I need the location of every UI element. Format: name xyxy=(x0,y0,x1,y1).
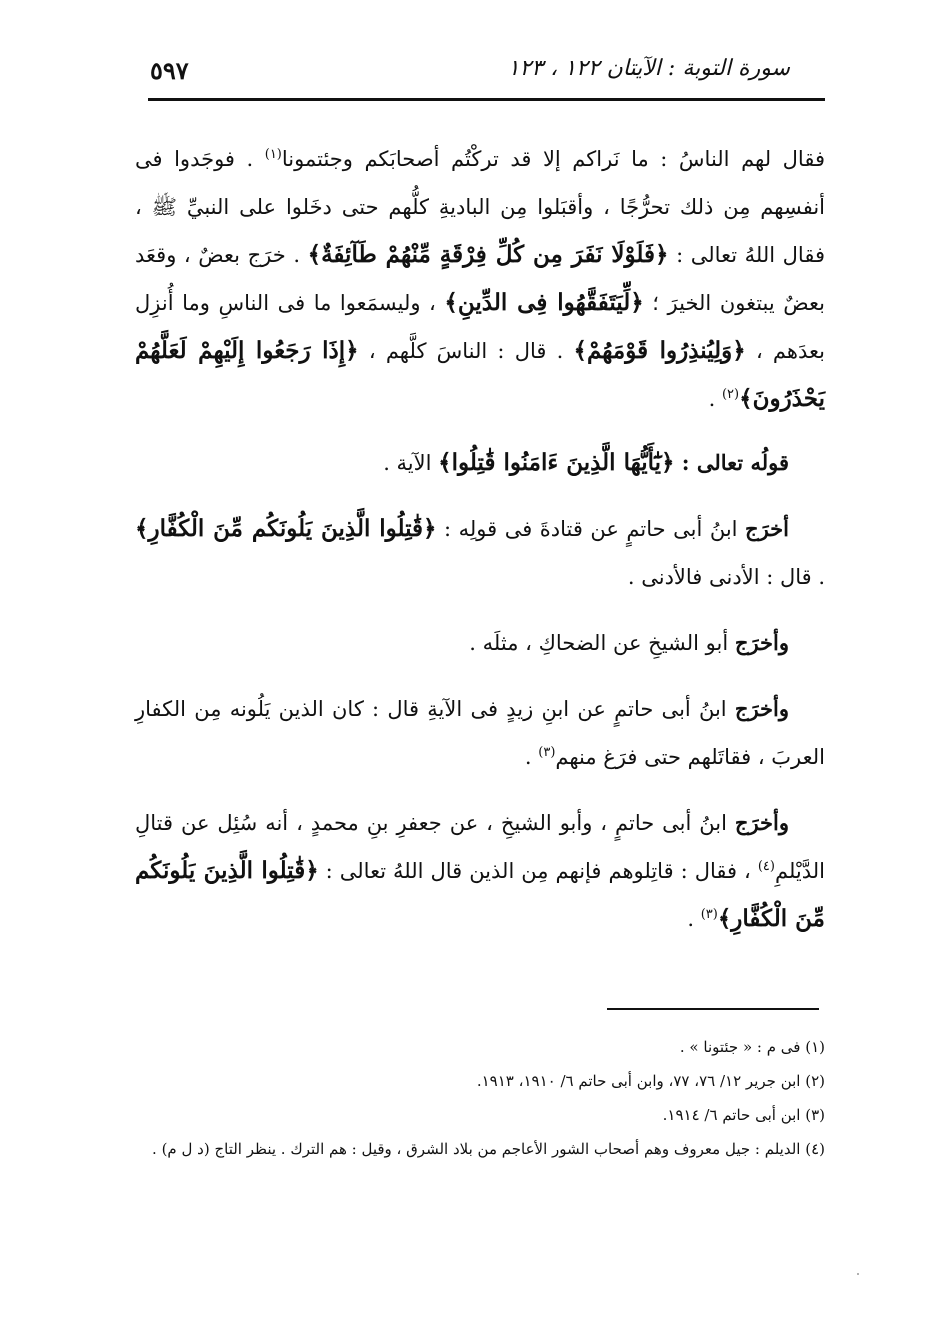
quran-verse: ﴿قَٰتِلُوا الَّذِينَ يَلُونَكُم مِّنَ الْكُفَّارِ﴾ xyxy=(135,857,825,932)
footnote-4: (٤) الديلم : جيل معروف وهم أصحاب الشور الأعاجم من بلاد الشرق ، وقيل : هم الترك . ينظر التاج (د ل م) . xyxy=(152,1140,825,1158)
paragraph-lead: وأخرَج xyxy=(734,810,789,835)
text: ابنُ أبى حاتمٍ عن ابنِ زيدٍ فى الآيةِ قال : كان الذين يَلُونه مِن الكفارِ العربَ ، فقاتَلهم حتى فرَغ منهم xyxy=(135,697,825,769)
quran-verse: ﴿وَلِيُنذِرُوا قَوْمَهُمْ﴾ xyxy=(573,337,746,364)
quran-verse: ﴿فَلَوْلَا نَفَرَ مِن كُلِّ فِرْقَةٍ مِّنْهُمْ طَآئِفَةٌ﴾ xyxy=(307,241,669,268)
scan-speck xyxy=(857,1273,859,1275)
footnote-2: (٢) ابن جرير ١٢/ ٧٦، ٧٧، وابن أبى حاتم ٦/ ١٩١٠، ١٩١٣. xyxy=(476,1072,825,1090)
paragraph-lead: أخرَج xyxy=(745,516,789,541)
text: ، فقال : قاتِلوهم فإنهم مِن الذين قال اللهُ تعالى : xyxy=(318,859,758,883)
running-title: سورة التوبة : الآيتان ١٢٢ ، ١٢٣ xyxy=(507,56,790,81)
text: فقال لهم الناسُ : ما نَراكم إلا قد تركْتُم أصحابَكم وجئتمونا xyxy=(281,147,825,171)
footnotes xyxy=(135,1030,825,1166)
text: . فوجَدوا فى أنفسِهم مِن ذلك تحرُّجًا ، وأقبَلوا مِن الباديةِ كلُّهم حتى دخَلوا على النبيِّ ﷺ ، فقال اللهُ تعالى : xyxy=(135,147,825,267)
footnote-1: (١) فى م : « جئتونا » . xyxy=(679,1038,825,1056)
paragraph-3 xyxy=(135,505,825,601)
paragraph-2 xyxy=(135,439,825,487)
paragraph-1 xyxy=(135,135,825,423)
quran-verse: ﴿يَٰٓأَيُّهَا الَّذِينَ ءَامَنُوا قَٰتِلُوا﴾ xyxy=(438,449,675,476)
main-text xyxy=(135,135,825,961)
footnote-ref: (٣) xyxy=(538,745,556,760)
text: . xyxy=(524,745,539,769)
quran-verse: ﴿إِذَا رَجَعُوا إِلَيْهِمْ لَعَلَّهُمْ يَحْذَرُونَ﴾ xyxy=(135,337,825,412)
paragraph-4 xyxy=(135,619,825,667)
footnote-separator xyxy=(607,1008,819,1010)
quran-verse: ﴿قَٰتِلُوا الَّذِينَ يَلُونَكُم مِّنَ الْكُفَّارِ﴾ xyxy=(135,515,437,542)
page-header xyxy=(148,52,825,98)
paragraph-lead: وأخرَج xyxy=(734,696,789,721)
text: ابنُ أبى حاتمٍ عن قتادةَ فى قولِه : xyxy=(436,517,746,541)
paragraph-5 xyxy=(135,685,825,781)
text: أبو الشيخِ عن الضحاكِ ، مثلَه . xyxy=(469,631,735,655)
text: . xyxy=(687,907,701,931)
text: . xyxy=(708,387,722,411)
quran-verse: ﴿لِّيَتَفَقَّهُوا فِى الدِّينِ﴾ xyxy=(444,289,644,316)
section-lead: قولُه تعالى : xyxy=(674,450,789,475)
paragraph-6 xyxy=(135,799,825,943)
text: . قال : الأدنى فالأدنى . xyxy=(627,565,825,589)
header-rule xyxy=(148,98,825,101)
footnote-ref: (٣) xyxy=(700,907,718,922)
footnote-ref: (١) xyxy=(264,147,282,162)
text: ابنُ أبى حاتمٍ ، وأبو الشيخِ ، عن جعفرِ بنِ محمدٍ ، أنه سُئِل عن قتالِ الدَّيْلمِ xyxy=(135,811,825,883)
text: . خرَج بعضٌ ، وقعَد بعضٌ يبتغون الخيرَ ؛ xyxy=(135,243,825,315)
text: الآية . xyxy=(383,451,439,475)
footnote-ref: (٤) xyxy=(757,859,775,874)
footnote-ref: (٢) xyxy=(721,387,740,402)
paragraph-lead: وأخرَج xyxy=(734,630,789,655)
footnote-3: (٣) ابن أبى حاتم ٦/ ١٩١٤. xyxy=(662,1106,825,1124)
text: . قال : الناسَ كلَّهم ، xyxy=(358,339,574,363)
page-number: ٥٩٧ xyxy=(150,56,189,85)
text: ، وليسمَعوا ما فى الناسِ وما أُنزِل بعدَهم ، xyxy=(135,291,825,363)
